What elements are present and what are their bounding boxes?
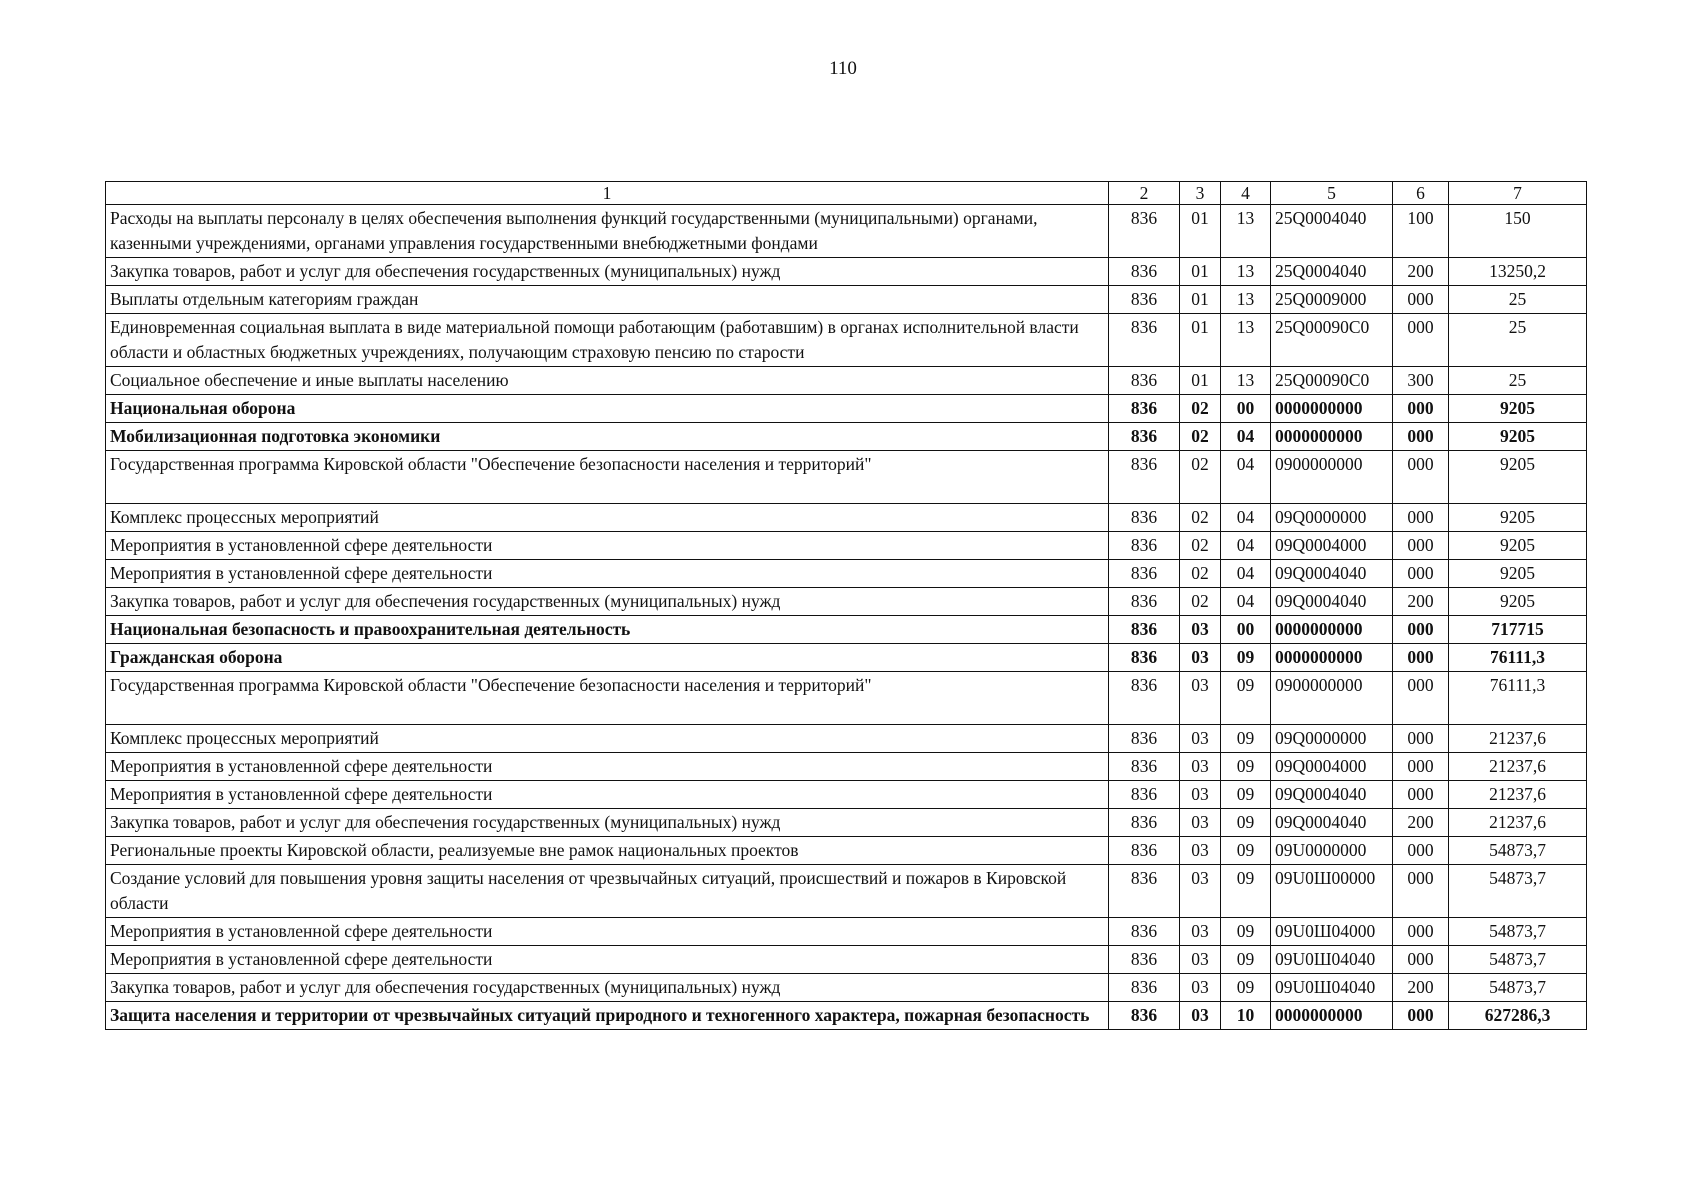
- section-cell: 03: [1180, 616, 1221, 644]
- expense-type-cell: 200: [1393, 258, 1449, 286]
- amount-cell: 9205: [1449, 504, 1587, 532]
- grbs-cell: 836: [1109, 314, 1180, 367]
- table-row: [106, 532, 1587, 560]
- subsection-cell: 04: [1221, 504, 1271, 532]
- row-name-cell: Региональные проекты Кировской области, реализуемые вне рамок национальных проектов: [106, 837, 1109, 865]
- section-cell: 03: [1180, 1002, 1221, 1030]
- grbs-cell: 836: [1109, 205, 1180, 258]
- table-row: [106, 205, 1587, 258]
- amount-cell: 54873,7: [1449, 946, 1587, 974]
- row-name-cell: Социальное обеспечение и иные выплаты населению: [106, 367, 1109, 395]
- expense-type-cell: 000: [1393, 725, 1449, 753]
- row-name-cell: Закупка товаров, работ и услуг для обеспечения государственных (муниципальных) нужд: [106, 974, 1109, 1002]
- subsection-cell: 09: [1221, 974, 1271, 1002]
- table-body: [106, 205, 1587, 1030]
- subsection-cell: 13: [1221, 314, 1271, 367]
- section-cell: 02: [1180, 532, 1221, 560]
- target-article-cell: 0000000000: [1271, 395, 1393, 423]
- subsection-cell: 00: [1221, 616, 1271, 644]
- grbs-cell: 836: [1109, 753, 1180, 781]
- section-cell: 03: [1180, 946, 1221, 974]
- grbs-cell: 836: [1109, 865, 1180, 918]
- row-name-cell: Комплекс процессных мероприятий: [106, 504, 1109, 532]
- grbs-cell: 836: [1109, 809, 1180, 837]
- row-name-cell: Гражданская оборона: [106, 644, 1109, 672]
- section-cell: 02: [1180, 504, 1221, 532]
- expense-type-cell: 000: [1393, 504, 1449, 532]
- table-header-row: [106, 182, 1587, 205]
- subsection-cell: 09: [1221, 672, 1271, 725]
- table-row: [106, 286, 1587, 314]
- row-name-cell: Выплаты отдельным категориям граждан: [106, 286, 1109, 314]
- section-cell: 03: [1180, 974, 1221, 1002]
- row-name-cell: Мероприятия в установленной сфере деятельности: [106, 753, 1109, 781]
- amount-cell: 13250,2: [1449, 258, 1587, 286]
- amount-cell: 54873,7: [1449, 918, 1587, 946]
- table-row: [106, 504, 1587, 532]
- table-row: [106, 946, 1587, 974]
- subsection-cell: 13: [1221, 286, 1271, 314]
- grbs-cell: 836: [1109, 837, 1180, 865]
- row-name-cell: Мероприятия в установленной сфере деятельности: [106, 946, 1109, 974]
- column-header: 5: [1271, 182, 1393, 205]
- amount-cell: 9205: [1449, 588, 1587, 616]
- subsection-cell: 09: [1221, 644, 1271, 672]
- column-header: 4: [1221, 182, 1271, 205]
- section-cell: 03: [1180, 725, 1221, 753]
- row-name-cell: Государственная программа Кировской области "Обеспечение безопасности населения и территорий": [106, 451, 1109, 504]
- row-name-cell: Расходы на выплаты персоналу в целях обеспечения выполнения функций государственными (муниципальными) органами, казенными учреждениями, органами управления государственными внебюджетными фондами: [106, 205, 1109, 258]
- row-name-cell: Защита населения и территории от чрезвычайных ситуаций природного и техногенного характера, пожарная безопасность: [106, 1002, 1109, 1030]
- column-header: 2: [1109, 182, 1180, 205]
- subsection-cell: 09: [1221, 781, 1271, 809]
- amount-cell: 9205: [1449, 395, 1587, 423]
- subsection-cell: 04: [1221, 423, 1271, 451]
- expense-type-cell: 000: [1393, 865, 1449, 918]
- column-header: 7: [1449, 182, 1587, 205]
- expense-type-cell: 000: [1393, 781, 1449, 809]
- amount-cell: 627286,3: [1449, 1002, 1587, 1030]
- grbs-cell: 836: [1109, 946, 1180, 974]
- subsection-cell: 04: [1221, 588, 1271, 616]
- target-article-cell: 25Q0004040: [1271, 205, 1393, 258]
- grbs-cell: 836: [1109, 395, 1180, 423]
- amount-cell: 54873,7: [1449, 974, 1587, 1002]
- row-name-cell: Комплекс процессных мероприятий: [106, 725, 1109, 753]
- table-row: [106, 395, 1587, 423]
- section-cell: 03: [1180, 918, 1221, 946]
- target-article-cell: 25Q0009000: [1271, 286, 1393, 314]
- target-article-cell: 25Q00090C0: [1271, 367, 1393, 395]
- amount-cell: 21237,6: [1449, 725, 1587, 753]
- column-header: 1: [106, 182, 1109, 205]
- expense-type-cell: 000: [1393, 946, 1449, 974]
- grbs-cell: 836: [1109, 532, 1180, 560]
- row-name-cell: Мобилизационная подготовка экономики: [106, 423, 1109, 451]
- row-name-cell: Закупка товаров, работ и услуг для обеспечения государственных (муниципальных) нужд: [106, 809, 1109, 837]
- expense-type-cell: 200: [1393, 809, 1449, 837]
- row-name-cell: Создание условий для повышения уровня защиты населения от чрезвычайных ситуаций, происшествий и пожаров в Кировской области: [106, 865, 1109, 918]
- section-cell: 02: [1180, 588, 1221, 616]
- target-article-cell: 0900000000: [1271, 672, 1393, 725]
- row-name-cell: Национальная оборона: [106, 395, 1109, 423]
- table-row: [106, 258, 1587, 286]
- subsection-cell: 09: [1221, 837, 1271, 865]
- expense-type-cell: 000: [1393, 672, 1449, 725]
- section-cell: 02: [1180, 560, 1221, 588]
- target-article-cell: 0000000000: [1271, 616, 1393, 644]
- grbs-cell: 836: [1109, 423, 1180, 451]
- subsection-cell: 13: [1221, 205, 1271, 258]
- target-article-cell: 0000000000: [1271, 644, 1393, 672]
- amount-cell: 717715: [1449, 616, 1587, 644]
- target-article-cell: 09U0Ш04040: [1271, 946, 1393, 974]
- table-row: [106, 672, 1587, 725]
- subsection-cell: 04: [1221, 451, 1271, 504]
- grbs-cell: 836: [1109, 1002, 1180, 1030]
- section-cell: 03: [1180, 781, 1221, 809]
- section-cell: 02: [1180, 423, 1221, 451]
- amount-cell: 9205: [1449, 451, 1587, 504]
- table-row: [106, 644, 1587, 672]
- section-cell: 01: [1180, 258, 1221, 286]
- expense-type-cell: 000: [1393, 286, 1449, 314]
- section-cell: 01: [1180, 314, 1221, 367]
- grbs-cell: 836: [1109, 918, 1180, 946]
- amount-cell: 76111,3: [1449, 644, 1587, 672]
- expense-type-cell: 000: [1393, 423, 1449, 451]
- expense-type-cell: 000: [1393, 1002, 1449, 1030]
- section-cell: 01: [1180, 205, 1221, 258]
- amount-cell: 21237,6: [1449, 809, 1587, 837]
- target-article-cell: 09Q0004040: [1271, 781, 1393, 809]
- subsection-cell: 09: [1221, 918, 1271, 946]
- expense-type-cell: 300: [1393, 367, 1449, 395]
- subsection-cell: 09: [1221, 753, 1271, 781]
- row-name-cell: Закупка товаров, работ и услуг для обеспечения государственных (муниципальных) нужд: [106, 258, 1109, 286]
- table-row: [106, 725, 1587, 753]
- table-row: [106, 1002, 1587, 1030]
- table-row: [106, 865, 1587, 918]
- grbs-cell: 836: [1109, 286, 1180, 314]
- amount-cell: 25: [1449, 314, 1587, 367]
- expense-type-cell: 000: [1393, 451, 1449, 504]
- target-article-cell: 0000000000: [1271, 1002, 1393, 1030]
- section-cell: 03: [1180, 837, 1221, 865]
- section-cell: 03: [1180, 644, 1221, 672]
- subsection-cell: 00: [1221, 395, 1271, 423]
- grbs-cell: 836: [1109, 258, 1180, 286]
- subsection-cell: 09: [1221, 865, 1271, 918]
- table-row: [106, 314, 1587, 367]
- amount-cell: 150: [1449, 205, 1587, 258]
- budget-table: [105, 181, 1587, 1030]
- expense-type-cell: 000: [1393, 918, 1449, 946]
- amount-cell: 76111,3: [1449, 672, 1587, 725]
- amount-cell: 21237,6: [1449, 753, 1587, 781]
- expense-type-cell: 000: [1393, 616, 1449, 644]
- grbs-cell: 836: [1109, 974, 1180, 1002]
- target-article-cell: 09U0Ш00000: [1271, 865, 1393, 918]
- target-article-cell: 09U0Ш04040: [1271, 974, 1393, 1002]
- expense-type-cell: 000: [1393, 560, 1449, 588]
- amount-cell: 9205: [1449, 532, 1587, 560]
- row-name-cell: Мероприятия в установленной сфере деятельности: [106, 918, 1109, 946]
- target-article-cell: 09Q0004000: [1271, 753, 1393, 781]
- table-row: [106, 451, 1587, 504]
- section-cell: 03: [1180, 753, 1221, 781]
- expense-type-cell: 000: [1393, 314, 1449, 367]
- target-article-cell: 25Q00090C0: [1271, 314, 1393, 367]
- row-name-cell: Мероприятия в установленной сфере деятельности: [106, 560, 1109, 588]
- table-row: [106, 753, 1587, 781]
- subsection-cell: 13: [1221, 258, 1271, 286]
- page-number: 110: [829, 58, 857, 79]
- table-row: [106, 918, 1587, 946]
- target-article-cell: 09Q0000000: [1271, 725, 1393, 753]
- expense-type-cell: 000: [1393, 644, 1449, 672]
- table-row: [106, 560, 1587, 588]
- table-row: [106, 367, 1587, 395]
- section-cell: 02: [1180, 395, 1221, 423]
- grbs-cell: 836: [1109, 367, 1180, 395]
- table-row: [106, 616, 1587, 644]
- expense-type-cell: 000: [1393, 837, 1449, 865]
- row-name-cell: Единовременная социальная выплата в виде материальной помощи работающим (работавшим) в органах исполнительной власти области и областных бюджетных учреждениях, получающим страховую пенсию по старости: [106, 314, 1109, 367]
- table-row: [106, 423, 1587, 451]
- subsection-cell: 09: [1221, 725, 1271, 753]
- amount-cell: 54873,7: [1449, 837, 1587, 865]
- grbs-cell: 836: [1109, 504, 1180, 532]
- table-row: [106, 974, 1587, 1002]
- section-cell: 01: [1180, 367, 1221, 395]
- subsection-cell: 04: [1221, 560, 1271, 588]
- amount-cell: 25: [1449, 367, 1587, 395]
- grbs-cell: 836: [1109, 725, 1180, 753]
- section-cell: 02: [1180, 451, 1221, 504]
- table-row: [106, 809, 1587, 837]
- grbs-cell: 836: [1109, 672, 1180, 725]
- subsection-cell: 04: [1221, 532, 1271, 560]
- target-article-cell: 09Q0000000: [1271, 504, 1393, 532]
- table-row: [106, 588, 1587, 616]
- table-row: [106, 781, 1587, 809]
- table-row: [106, 837, 1587, 865]
- grbs-cell: 836: [1109, 644, 1180, 672]
- row-name-cell: Национальная безопасность и правоохранительная деятельность: [106, 616, 1109, 644]
- column-header: 3: [1180, 182, 1221, 205]
- expense-type-cell: 100: [1393, 205, 1449, 258]
- subsection-cell: 10: [1221, 1002, 1271, 1030]
- expense-type-cell: 200: [1393, 974, 1449, 1002]
- subsection-cell: 09: [1221, 946, 1271, 974]
- grbs-cell: 836: [1109, 588, 1180, 616]
- section-cell: 03: [1180, 865, 1221, 918]
- row-name-cell: Мероприятия в установленной сфере деятельности: [106, 781, 1109, 809]
- column-header: 6: [1393, 182, 1449, 205]
- row-name-cell: Мероприятия в установленной сфере деятельности: [106, 532, 1109, 560]
- grbs-cell: 836: [1109, 560, 1180, 588]
- amount-cell: 9205: [1449, 423, 1587, 451]
- target-article-cell: 25Q0004040: [1271, 258, 1393, 286]
- expense-type-cell: 000: [1393, 395, 1449, 423]
- target-article-cell: 09Q0004040: [1271, 560, 1393, 588]
- target-article-cell: 09Q0004000: [1271, 532, 1393, 560]
- section-cell: 01: [1180, 286, 1221, 314]
- amount-cell: 25: [1449, 286, 1587, 314]
- expense-type-cell: 000: [1393, 753, 1449, 781]
- amount-cell: 54873,7: [1449, 865, 1587, 918]
- target-article-cell: 09Q0004040: [1271, 588, 1393, 616]
- target-article-cell: 0900000000: [1271, 451, 1393, 504]
- amount-cell: 21237,6: [1449, 781, 1587, 809]
- expense-type-cell: 200: [1393, 588, 1449, 616]
- grbs-cell: 836: [1109, 616, 1180, 644]
- expense-type-cell: 000: [1393, 532, 1449, 560]
- target-article-cell: 0000000000: [1271, 423, 1393, 451]
- grbs-cell: 836: [1109, 451, 1180, 504]
- section-cell: 03: [1180, 672, 1221, 725]
- amount-cell: 9205: [1449, 560, 1587, 588]
- grbs-cell: 836: [1109, 781, 1180, 809]
- subsection-cell: 09: [1221, 809, 1271, 837]
- target-article-cell: 09Q0004040: [1271, 809, 1393, 837]
- target-article-cell: 09U0000000: [1271, 837, 1393, 865]
- row-name-cell: Государственная программа Кировской области "Обеспечение безопасности населения и территорий": [106, 672, 1109, 725]
- section-cell: 03: [1180, 809, 1221, 837]
- subsection-cell: 13: [1221, 367, 1271, 395]
- target-article-cell: 09U0Ш04000: [1271, 918, 1393, 946]
- row-name-cell: Закупка товаров, работ и услуг для обеспечения государственных (муниципальных) нужд: [106, 588, 1109, 616]
